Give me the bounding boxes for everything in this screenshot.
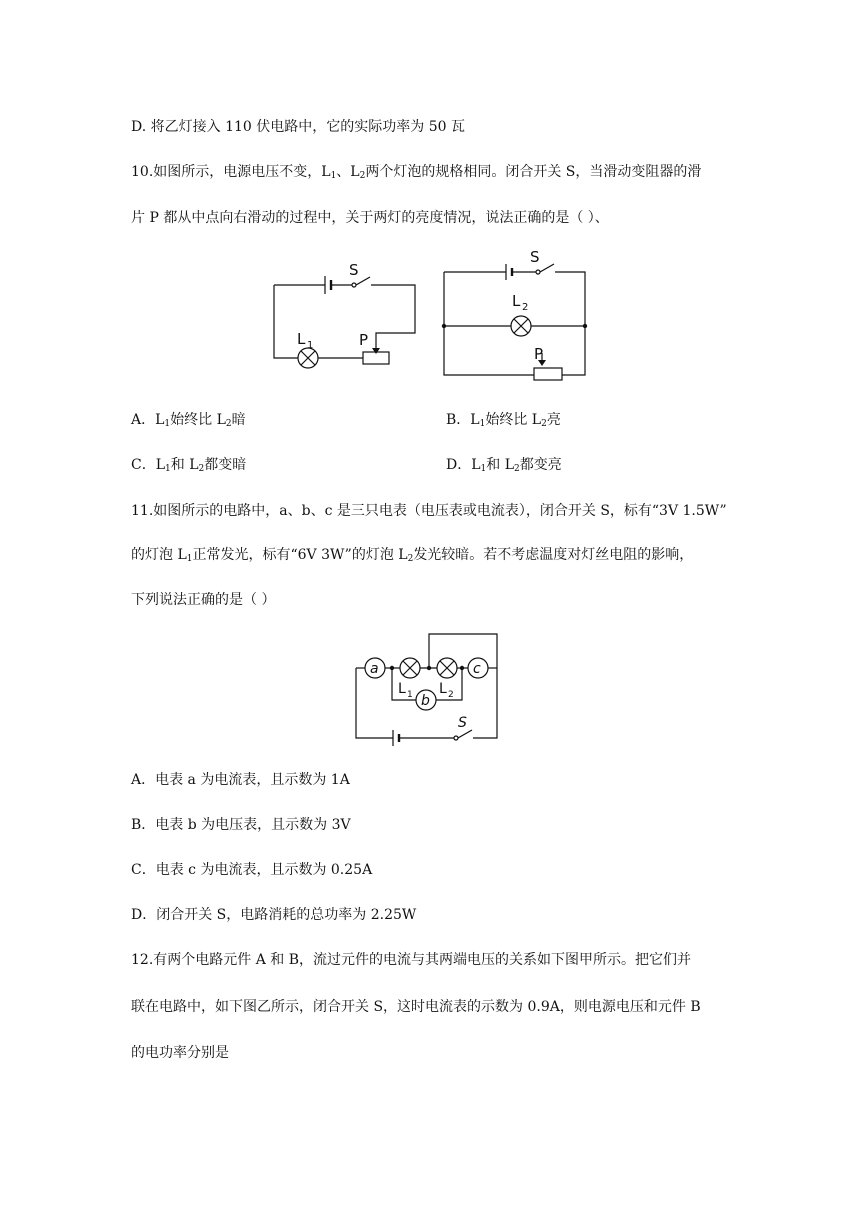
svg-text:2: 2 [522,302,529,313]
q10-circuit-right [436,248,596,388]
q12-stem-line3: 的电功率分别是 [131,1045,229,1061]
q11-stem-line1: 11.如图所示的电路中，a、b、c 是三只电表（电压表或电流表），闭合开关 S，标有“3V 1.5W” [131,503,727,519]
q9-option-d: D. 将乙灯接入 110 伏电路中，它的实际功率为 50 瓦 [131,119,465,135]
q12-stem-line1: 12.有两个电路元件 A 和 B，流过元件的电流与其两端电压的关系如下图甲所示。把它们并 [131,952,692,968]
svg-text:2: 2 [448,690,454,700]
q11-option-d: D．闭合开关 S，电路消耗的总功率为 2.25W [131,907,417,923]
svg-text:L: L [439,681,447,697]
q12-stem-line2: 联在电路中，如下图乙所示，闭合开关 S，这时电流表的示数为 0.9A，则电源电压和元件 B [131,999,701,1015]
q10-option-a: A．$L_1$始终比 $L_2$暗 [131,412,246,429]
q11-stem-line3: 下列说法正确的是（ ） [131,592,276,608]
svg-text:L: L [512,292,521,310]
svg-text:L: L [297,330,306,348]
svg-text:S: S [349,261,359,279]
q10-option-b: B．$L_1$始终比 $L_2$亮 [446,412,561,429]
svg-text:S: S [530,248,540,266]
svg-text:b: b [421,693,430,709]
svg-text:P: P [359,331,369,349]
q11-option-a: A．电表 a 为电流表，且示数为 1A [131,772,350,788]
q11-option-b: B．电表 b 为电压表，且示数为 3V [131,817,351,833]
q10-option-d: D．$L_1$和 $L_2$都变亮 [446,457,562,474]
svg-text:1: 1 [307,340,314,351]
q10-stem-line2: 片 P 都从中点向右滑动的过程中，关于两灯的亮度情况，说法正确的是（ ）、 [131,210,609,226]
svg-text:P: P [534,345,544,363]
q11-circuit [350,630,510,750]
q10-option-c: C．$L_1$和 $L_2$都变暗 [131,457,247,474]
svg-text:c: c [473,661,481,677]
svg-text:a: a [370,661,379,677]
svg-text:L: L [398,681,406,697]
q11-stem-line2: 的灯泡 $L_1$正常发光，标有“6V 3W”的灯泡 $L_2$发光较暗。若不考虑温度对灯丝电阻的影响， [131,547,694,564]
q10-stem-line1: 10.如图所示，电源电压不变，$L_1$、$L_2$两个灯泡的规格相同。闭合开关 S，当滑动变阻器的滑 [131,164,702,181]
svg-text:S: S [458,715,467,731]
q10-circuit-left [266,258,426,378]
q11-option-c: C．电表 c 为电流表，且示数为 0.25A [131,862,373,878]
svg-text:1: 1 [407,690,413,700]
